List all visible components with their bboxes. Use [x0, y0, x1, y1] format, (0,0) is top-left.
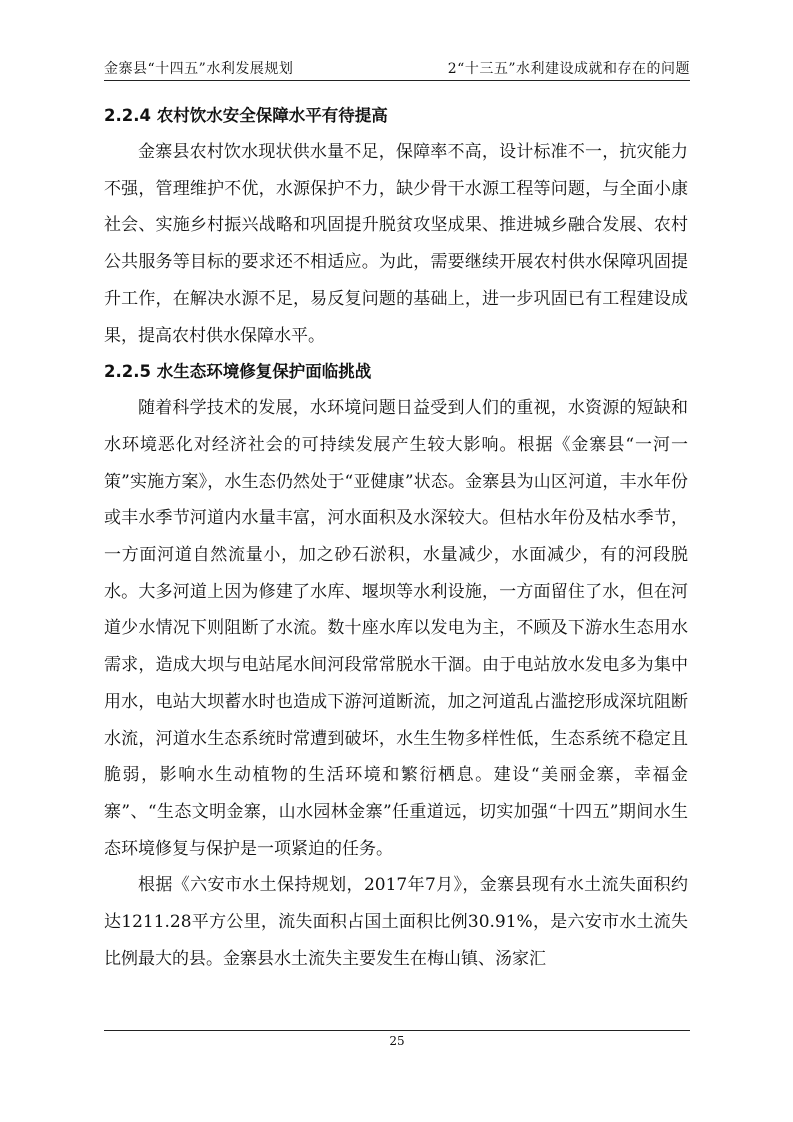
paragraph: 根据《六安市水土保持规划，2017年7月》，金寨县现有水土流失面积约达1211.28平方公里，流失面积占国土面积比例30.91%，是六安市水土流失比例最大的县。金寨县水土流失主要发生在梅山镇、汤家汇 — [104, 875, 688, 969]
section-2-2-4 — [104, 98, 688, 354]
page-content — [104, 98, 688, 977]
page-footer — [104, 1030, 690, 1048]
header-divider — [104, 80, 690, 81]
section-2-2-5 — [104, 354, 688, 977]
paragraph: 金寨县农村饮水现状供水量不足，保障率不高，设计标准不一，抗灾能力不强，管理维护不优，水源保护不力，缺少骨干水源工程等问题，与全面小康社会、实施乡村振兴战略和巩固提升脱贫攻坚成果、推进城乡融合发展、农村公共服务等目标的要求还不相适应。为此，需要继续开展农村供水保障巩固提升工作，在解决水源不足，易反复问题的基础上，进一步巩固已有工程建设成果，提高农村供水保障水平。 — [104, 142, 688, 346]
section-heading: 2.2.5 水生态环境修复保护面临挑战 — [104, 362, 372, 382]
header-document-title: 金寨县“十四五”水利发展规划 — [104, 61, 294, 77]
page-header — [104, 52, 690, 84]
section-heading: 2.2.4 农村饮水安全保障水平有待提高 — [104, 106, 388, 125]
footer-divider — [104, 1030, 690, 1031]
header-chapter-title: 2“十三五”水利建设成就和存在的问题 — [447, 61, 690, 77]
paragraph: 随着科学技术的发展，水环境问题日益受到人们的重视，水资源的短缺和水环境恶化对经济社会的可持续发展产生较大影响。根据《金寨县“一河一策”实施方案》，水生态仍然处于“亚健康”状态。金寨县为山区河道，丰水年份或丰水季节河道内水量丰富，河水面积及水深较大。但枯水年份及枯水季节，一方面河道自然流量小，加之砂石淤积，水量减少，水面减少，有的河段脱水。大多河道上因为修建了水库、堰坝等水利设施，一方面留住了水，但在河道少水情况下则阻断了水流。数十座水库以发电为主，不顾及下游水生态用水需求，造成大坝与电站尾水间河段常常脱水干涸。由于电站放水发电多为集中用水，电站大坝蓄水时也造成下游河道断流，加之河道乱占滥挖形成深坑阻断水流，河道水生态系统时常遭到破坏，水生生物多样性低，生态系统不稳定且脆弱，影响水生动植物的生活环境和繁衍栖息。建设“美丽金寨，幸福金寨”、“生态文明金寨，山水园林金寨”任重道远，切实加强“十四五”期间水生态环境修复与保护是一项紧迫的任务。 — [104, 398, 688, 859]
page-number: 25 — [389, 1034, 405, 1048]
